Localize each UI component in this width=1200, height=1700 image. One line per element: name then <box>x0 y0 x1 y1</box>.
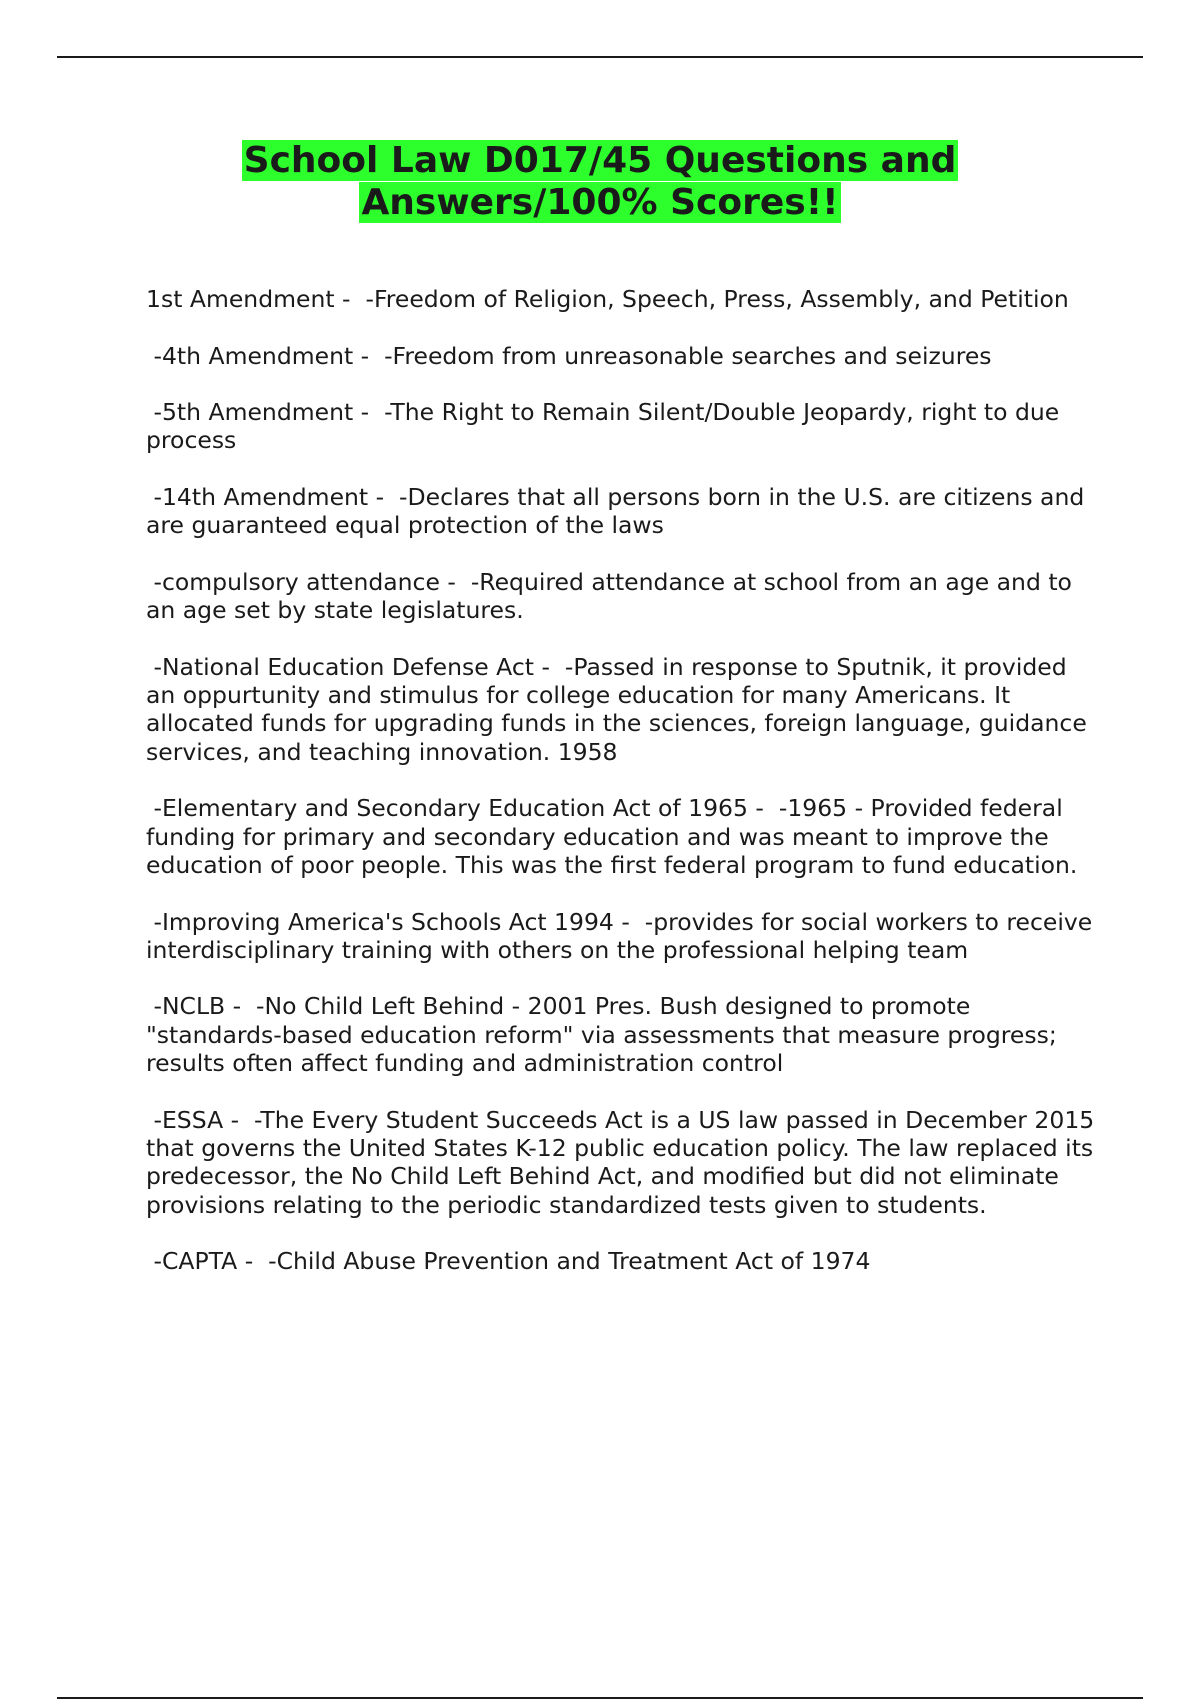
qa-entry-1st-amendment: 1st Amendment - -Freedom of Religion, Speech, Press, Assembly, and Petition <box>146 285 1069 313</box>
qa-entry-14th-amendment: -14th Amendment - -Declares that all persons born in the U.S. are citizens and are guaranteed equal protection of the laws <box>146 483 1092 540</box>
qa-entry-4th-amendment: -4th Amendment - -Freedom from unreasonable searches and seizures <box>146 341 992 370</box>
qa-entry-5th-amendment: -5th Amendment - -The Right to Remain Silent/Double Jeopardy, right to due process <box>146 398 1067 455</box>
qa-entry-ndea: -National Education Defense Act - -Passed in response to Sputnik, it provided an oppurtunity and stimulus for college education for many Americans. It allocated funds for upgrading funds in the sciences, foreign language, guidance services, and teaching innovation. 1958 <box>146 652 1095 766</box>
title-line-1: School Law D017/45 Questions and <box>243 140 957 181</box>
qa-entry-capta: -CAPTA - -Child Abuse Prevention and Treatment Act of 1974 <box>146 1247 871 1276</box>
qa-entry-essa: -ESSA - -The Every Student Succeeds Act is a US law passed in December 2015 that governs the United States K-12 public education policy. The law replaced its predecessor, the No Child Left Behind Act, and modified but did not eliminate provisions relating to the periodic standardized tests given to students. <box>146 1105 1102 1219</box>
qa-entry-iasa: -Improving America's Schools Act 1994 - -provides for social workers to receive interdisciplinary training with others on the professional helping team <box>146 907 1100 964</box>
qa-entry-esea: -Elementary and Secondary Education Act of 1965 - -1965 - Provided federal funding for primary and secondary education and was meant to improve the education of poor people. This was the first federal program to fund education. <box>146 794 1078 879</box>
document-title <box>100 140 1100 224</box>
qa-entry-compulsory-attendance: -compulsory attendance - -Required attendance at school from an age and to an age set by state legislatures. <box>146 567 1080 625</box>
top-rule <box>57 56 1143 58</box>
bottom-rule <box>57 1697 1143 1699</box>
title-line-2: Answers/100% Scores!! <box>361 182 839 223</box>
qa-entry-list <box>146 285 1102 1304</box>
qa-entry-nclb: -NCLB - -No Child Left Behind - 2001 Pres. Bush designed to promote "standards-based education reform" via assessments that measure progress; results often affect funding and administration control <box>146 992 1065 1078</box>
